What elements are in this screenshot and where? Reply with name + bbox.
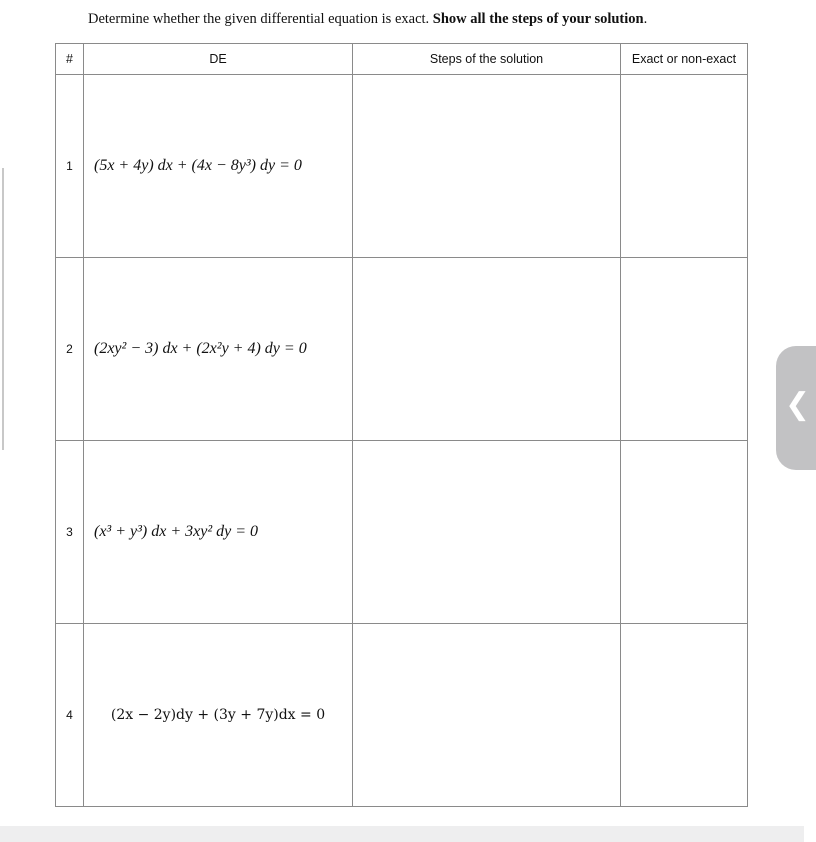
steps-cell[interactable] [353, 258, 621, 441]
instructions-text: Determine whether the given differential equation is exact. [88, 11, 433, 27]
equation-text: (5x + 4y) dx + (4x − 8y³) dy = 0 [94, 157, 302, 174]
header-de: DE [84, 44, 353, 75]
de-table [55, 43, 748, 807]
row-number: 1 [56, 75, 84, 258]
table-row [56, 441, 748, 624]
header-steps: Steps of the solution [353, 44, 621, 75]
equation-text: (x³ + y³) dx + 3xy² dy = 0 [94, 523, 259, 540]
exact-cell[interactable] [621, 75, 748, 258]
header-exact: Exact or non-exact [621, 44, 748, 75]
bottom-bar [0, 826, 804, 842]
equation-text: (2xy² − 3) dx + (2x²y + 4) dy = 0 [94, 340, 307, 357]
instructions [88, 11, 647, 28]
left-scroll-rule [2, 168, 4, 450]
table-header-row [56, 44, 748, 75]
differential-equation [84, 441, 353, 624]
differential-equation [84, 75, 353, 258]
exact-cell[interactable] [621, 624, 748, 807]
equation-text: (2x − 2y)dy + (3y + 7y)dx = 0 [110, 707, 326, 723]
table-row [56, 75, 748, 258]
steps-cell[interactable] [353, 75, 621, 258]
row-number: 2 [56, 258, 84, 441]
chevron-left-icon: ❮ [785, 387, 811, 422]
row-number: 4 [56, 624, 84, 807]
exact-cell[interactable] [621, 258, 748, 441]
steps-cell[interactable] [353, 624, 621, 807]
instructions-bold: Show all the steps of your solution [432, 11, 644, 27]
table-row [56, 624, 748, 807]
steps-cell[interactable] [353, 441, 621, 624]
header-num: # [56, 44, 84, 75]
exact-cell[interactable] [621, 441, 748, 624]
instructions-end: . [643, 11, 648, 27]
row-number: 3 [56, 441, 84, 624]
differential-equation [84, 624, 353, 807]
side-panel-tab[interactable] [776, 346, 816, 470]
table-row [56, 258, 748, 441]
differential-equation [84, 258, 353, 441]
